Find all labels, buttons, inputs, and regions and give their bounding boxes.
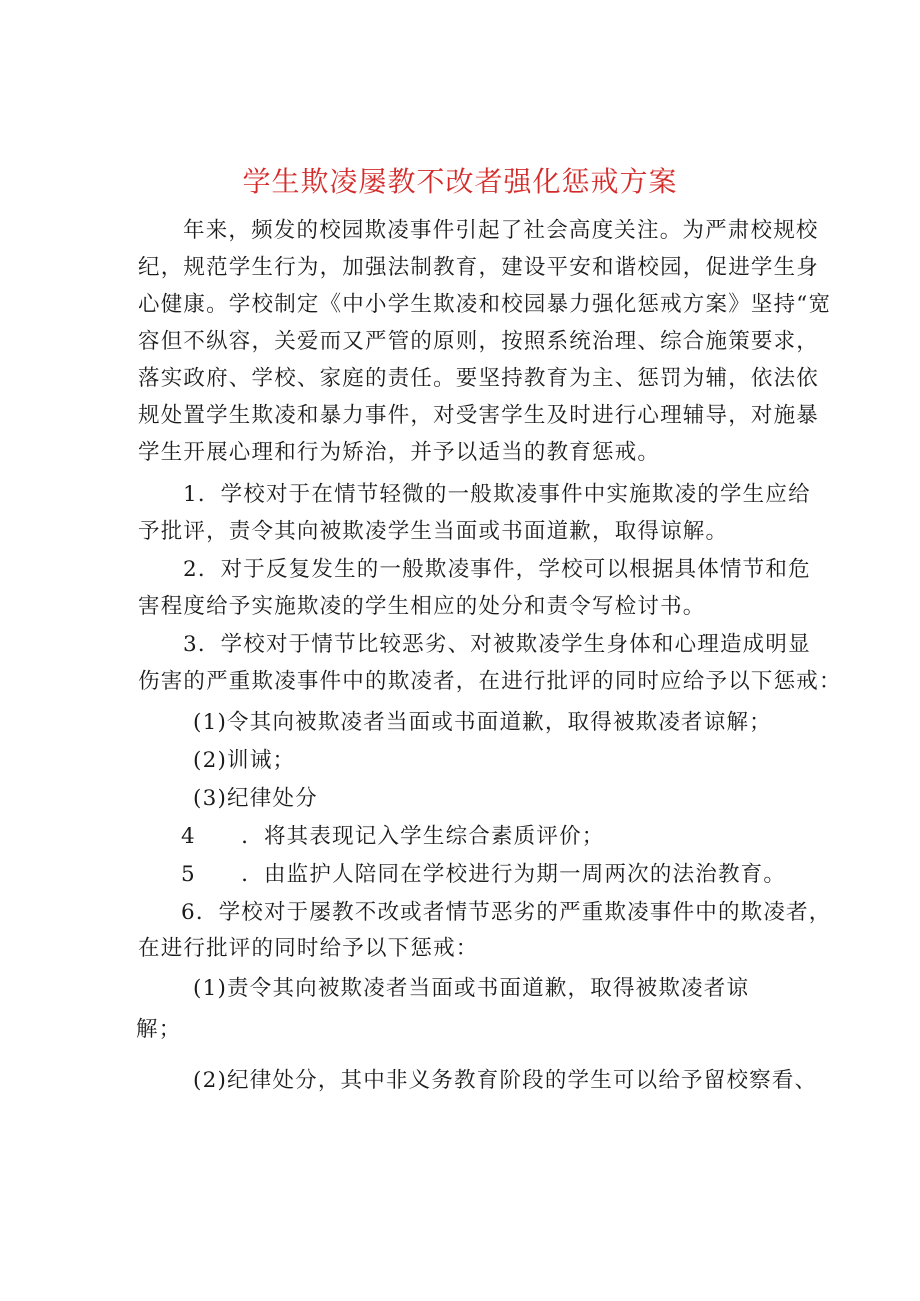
list-item-3: 3．学校对于情节比较恶劣、对被欺凌学生身体和心理造成明显 xyxy=(183,632,811,657)
document-title: 学生欺凌屡教不改者强化惩戒方案 xyxy=(242,165,678,198)
body-line: 纪，规范学生行为，加强法制教育，建设平安和谐校园，促进学生身 xyxy=(138,255,820,280)
body-line: 害程度给予实施欺凌的学生相应的处分和责令写检讨书。 xyxy=(138,594,706,619)
sub-item-2: (2)纪律处分，其中非义务教育阶段的学生可以给予留校察看、 xyxy=(193,1068,818,1093)
sub-item-2: (2)训诫； xyxy=(193,748,296,773)
body-line: 解； xyxy=(136,1017,182,1042)
body-line: 心健康。学校制定《中小学生欺凌和校园暴力强化惩戒方案》坚持“宽 xyxy=(138,292,832,317)
list-item-4: 4 ．将其表现记入学生综合素质评价； xyxy=(181,824,605,849)
list-item-2: 2．对于反复发生的一般欺凌事件，学校可以根据具体情节和危 xyxy=(183,557,811,582)
list-item-6: 6．学校对于屡教不改或者情节恶劣的严重欺凌事件中的欺凌者， xyxy=(181,900,832,925)
body-line: 在进行批评的同时给予以下惩戒： xyxy=(138,936,479,961)
body-line: 规处置学生欺凌和暴力事件，对受害学生及时进行心理辅导，对施暴 xyxy=(138,403,820,428)
body-line: 伤害的严重欺凌事件中的欺凌者，在进行批评的同时应给予以下惩戒： xyxy=(138,669,842,694)
list-item-1: 1．学校对于在情节轻微的一般欺凌事件中实施欺凌的学生应给 xyxy=(183,482,811,507)
body-line: 年来，频发的校园欺凌事件引起了社会高度关注。为严肃校规校 xyxy=(183,218,819,243)
body-line: 容但不纵容，关爱而又严管的原则，按照系统治理、综合施策要求， xyxy=(138,329,820,354)
sub-item-3: (3)纪律处分 xyxy=(193,786,318,811)
body-line: 落实政府、学校、家庭的责任。要坚持教育为主、惩罚为辅，依法依 xyxy=(138,366,820,391)
sub-item-1: (1)令其向被欺凌者当面或书面道歉，取得被欺凌者谅解； xyxy=(193,710,772,735)
body-line: 学生开展心理和行为矫治，并予以适当的教育惩戒。 xyxy=(138,440,661,465)
sub-item-1: (1)责令其向被欺凌者当面或书面道歉，取得被欺凌者谅 xyxy=(193,976,750,1001)
list-item-5: 5 ．由监护人陪同在学校进行为期一周两次的法治教育。 xyxy=(181,862,787,887)
body-line: 予批评，责令其向被欺凌学生当面或书面道歉，取得谅解。 xyxy=(138,519,729,544)
